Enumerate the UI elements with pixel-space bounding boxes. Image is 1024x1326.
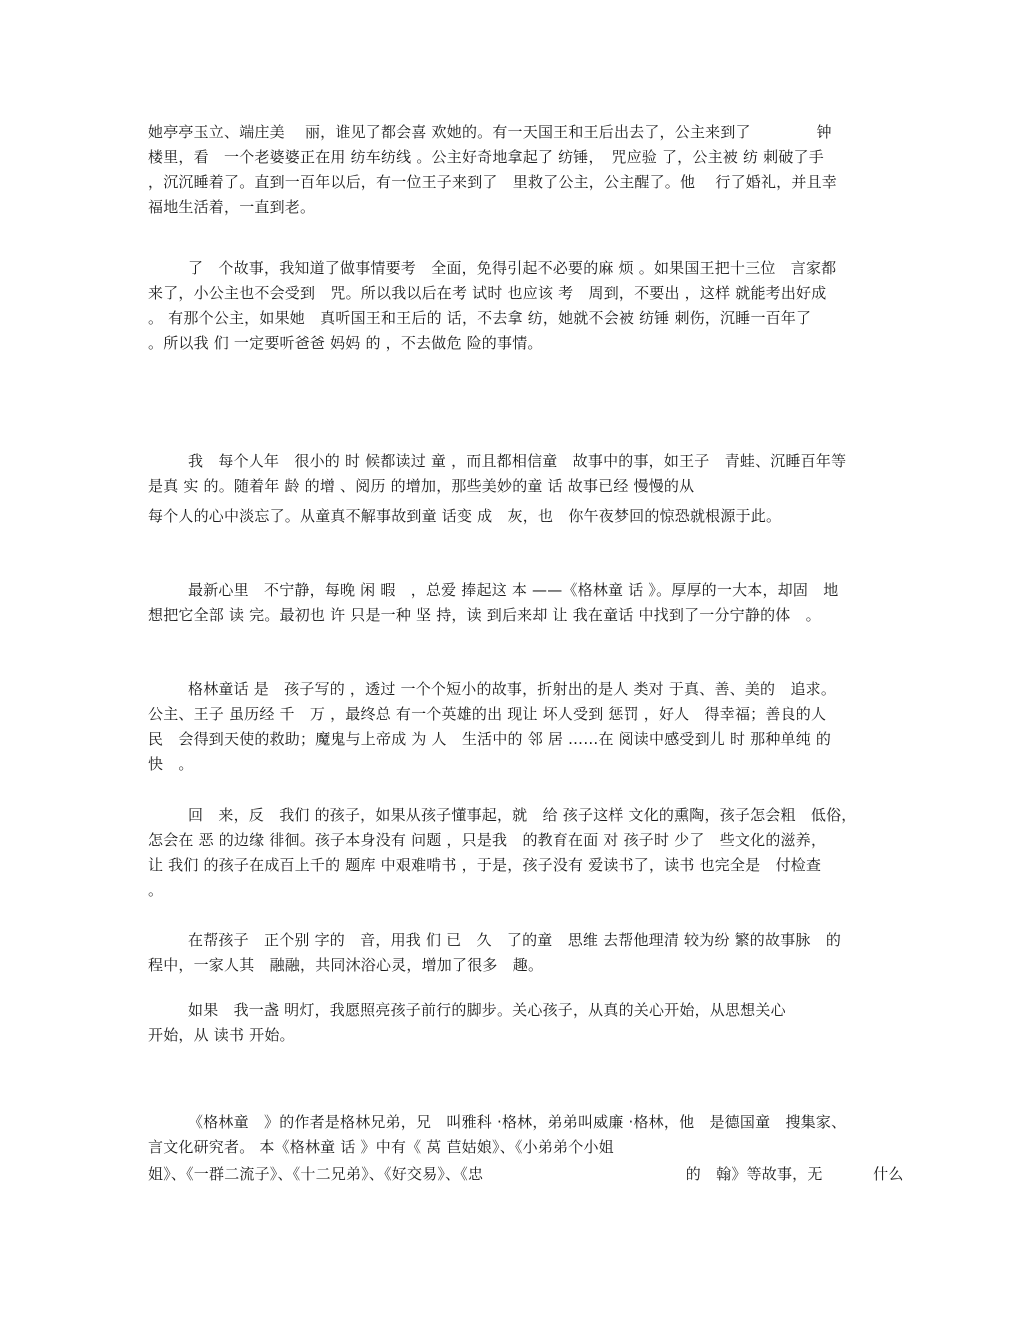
text-line: 来了，小公主也不会受到 咒。所以我以后在考 试时 也应该 考 周到，不要出 ，这样 就能考出好成 [148, 284, 827, 302]
text-line: 《格林童 》的作者是格林兄弟，兄 叫雅科 ·格林，弟弟叫威廉 ·格林，他 是德国童 搜集家、 [188, 1113, 847, 1131]
paragraph-5 [148, 578, 872, 628]
text-line: 楼里，看 一个老婆婆正在用 纺车纺线 。公主好奇地拿起了 纺锤， 咒应验 了，公主被 纺 刺破了手 [148, 148, 824, 166]
text-line: ，沉沉睡着了。直到一百年以后，有一位王子来到了 里救了公主，公主醒了。他 行了婚礼，并且幸 [148, 173, 837, 191]
text-line: 开始，从 读书 开始。 [148, 1026, 295, 1044]
text-line: 我 每个人年 很小的 时 候都读过 童 ，而且都相信童 故事中的事，如王子 青蛙、沉睡百年等 [188, 452, 847, 470]
paragraph-6 [148, 677, 872, 777]
paragraph-2 [148, 256, 872, 356]
text-line: 怎会在 恶 的边缘 徘徊。孩子本身没有 问题 ，只是我 的教育在面 对 孩子时 少了 些文化的滋养， [148, 831, 827, 849]
paragraph-11 [148, 1162, 904, 1187]
paragraph-4 [148, 504, 872, 529]
paragraph-8 [148, 928, 872, 978]
text-line: 让 我们 的孩子在成百上千的 题库 中艰难啃书 ，于是，孩子没有 爱读书了，读书 也完全是 付检查 [148, 856, 822, 874]
text-line: 她亭亭玉立、端庄美 丽，谁见了都会喜 欢她的。有一天国王和王后出去了，公主来到了 钟 [148, 123, 832, 141]
text-line: 每个人的心中淡忘了。从童真不解事故到童 话变 成 灰，也 你午夜梦回的惊恐就根源于此。 [148, 507, 782, 525]
text-line: 是真 实 的。随着年 龄 的增 、阅历 的增加，那些美妙的童 话 故事已经 慢慢的从 [148, 477, 695, 495]
paragraph-3 [148, 449, 872, 499]
text-line: 。 有那个公主，如果她 真听国王和王后的 话，不去拿 纺，她就不会被 纺锤 刺伤，沉睡一百年了 [148, 309, 812, 327]
paragraph-10 [148, 1110, 872, 1160]
text-line: 。所以我 们 一定要听爸爸 妈妈 的 ，不去做危 险的事情。 [148, 334, 543, 352]
text-line: 了 个故事，我知道了做事情要考 全面，免得引起不必要的麻 烦 。如果国王把十三位 言家都 [188, 259, 837, 277]
text-line: 如果 我一盏 明灯，我愿照亮孩子前行的脚步。关心孩子，从真的关心开始，从思想关心 [188, 1001, 786, 1019]
paragraph-9 [148, 998, 872, 1048]
text-line: 言文化研究者。 本《格林童 话 》中有《 莴 苣姑娘》、《小弟弟个小姐 [148, 1138, 614, 1156]
text-line: 最新心里 不宁静，每晚 闲 暇 ，总爱 捧起这 本 ——《格林童 话 》。厚厚的一大本，却固 地 [188, 581, 839, 599]
paragraph-1 [148, 120, 872, 220]
text-line: 。 [148, 881, 164, 899]
text-line: 程中，一家人其 融融，共同沐浴心灵，增加了很多 趣。 [148, 956, 544, 974]
text-line: 回 来，反 我们 的孩子，如果从孩子懂事起，就 给 孩子这样 文化的熏陶，孩子怎会粗 低俗， [188, 806, 857, 824]
text-line: 想把它全部 读 完。最初也 许 只是一种 坚 持，读 到后来却 让 我在童话 中找到了一分宁静的体 。 [148, 606, 821, 624]
text-line: 快 。 [148, 755, 194, 773]
text-line: 民 会得到天使的救助；魔鬼与上帝成 为 人 生活中的 邻 居 ……在 阅读中感受到儿 时 那种单纯 的 [148, 730, 832, 748]
text-line: 姐》、《一群二流子》、《十二兄弟》、《好交易》、《忠 的 翰》等故事，无 什么 [148, 1165, 904, 1183]
paragraph-7 [148, 803, 872, 903]
text-line: 福地生活着，一直到老。 [148, 198, 316, 216]
text-line: 在帮孩子 正个别 字的 音，用我 们 已 久 了的童 思维 去帮他理清 较为纷 繁的故事脉 的 [188, 931, 842, 949]
text-line: 格林童话 是 孩子写的 ，透过 一个个短小的故事，折射出的是人 类对 于真、善、美的 追求。 [188, 680, 837, 698]
text-line: 公主、王子 虽历经 千 万 ，最终总 有一个英雄的出 现让 坏人受到 惩罚 ，好人 得幸福；善良的人 [148, 705, 827, 723]
